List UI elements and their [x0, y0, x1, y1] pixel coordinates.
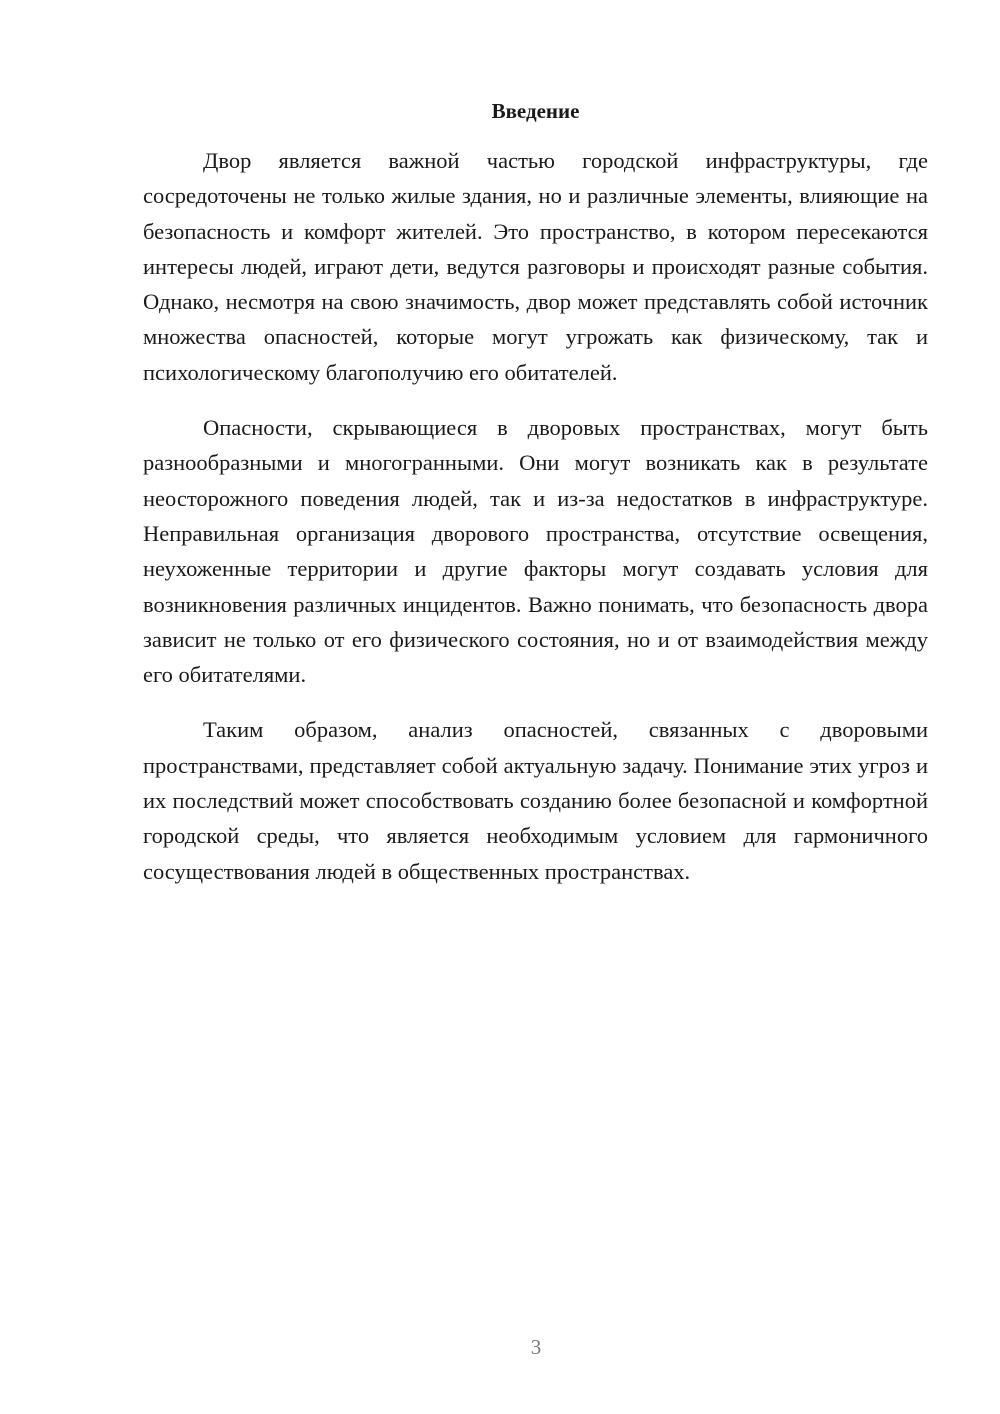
paragraph-2: Опасности, скрывающиеся в дворовых пространствах, могут быть разнообразными и многогранными. Они могут возникать как в результате неосторожного поведения людей, так и из-за недостатков в инфраструктуре. Неправильная организация дворового пространства, отсутствие освещения, неухоженные территории и другие факторы могут создавать условия для возникновения различных инцидентов. Важно понимать, что безопасность двора зависит не только от его физического состояния, но и от взаимодействия между его обитателями. — [143, 415, 928, 688]
paragraph-1: Двор является важной частью городской инфраструктуры, где сосредоточены не только жилые здания, но и различные элементы, влияющие на безопасность и комфорт жителей. Это пространство, в котором пересекаются интересы людей, играют дети, ведутся разговоры и происходят разные события. Однако, несмотря на свою значимость, двор может представлять собой источник множества опасностей, которые могут угрожать как физическому, так и психологическому благополучию его обитателей. — [143, 148, 928, 385]
page-number: 3 — [530, 1335, 542, 1359]
paragraph-3: Таким образом, анализ опасностей, связанных с дворовыми пространствами, представляет собой актуальную задачу. Понимание этих угроз и их последствий может способствовать созданию более безопасной и комфортной городской среды, что является необходимым условием для гармоничного сосуществования людей в общественных пространствах. — [143, 717, 928, 884]
section-heading: Введение — [491, 99, 580, 123]
body-text — [143, 143, 928, 889]
